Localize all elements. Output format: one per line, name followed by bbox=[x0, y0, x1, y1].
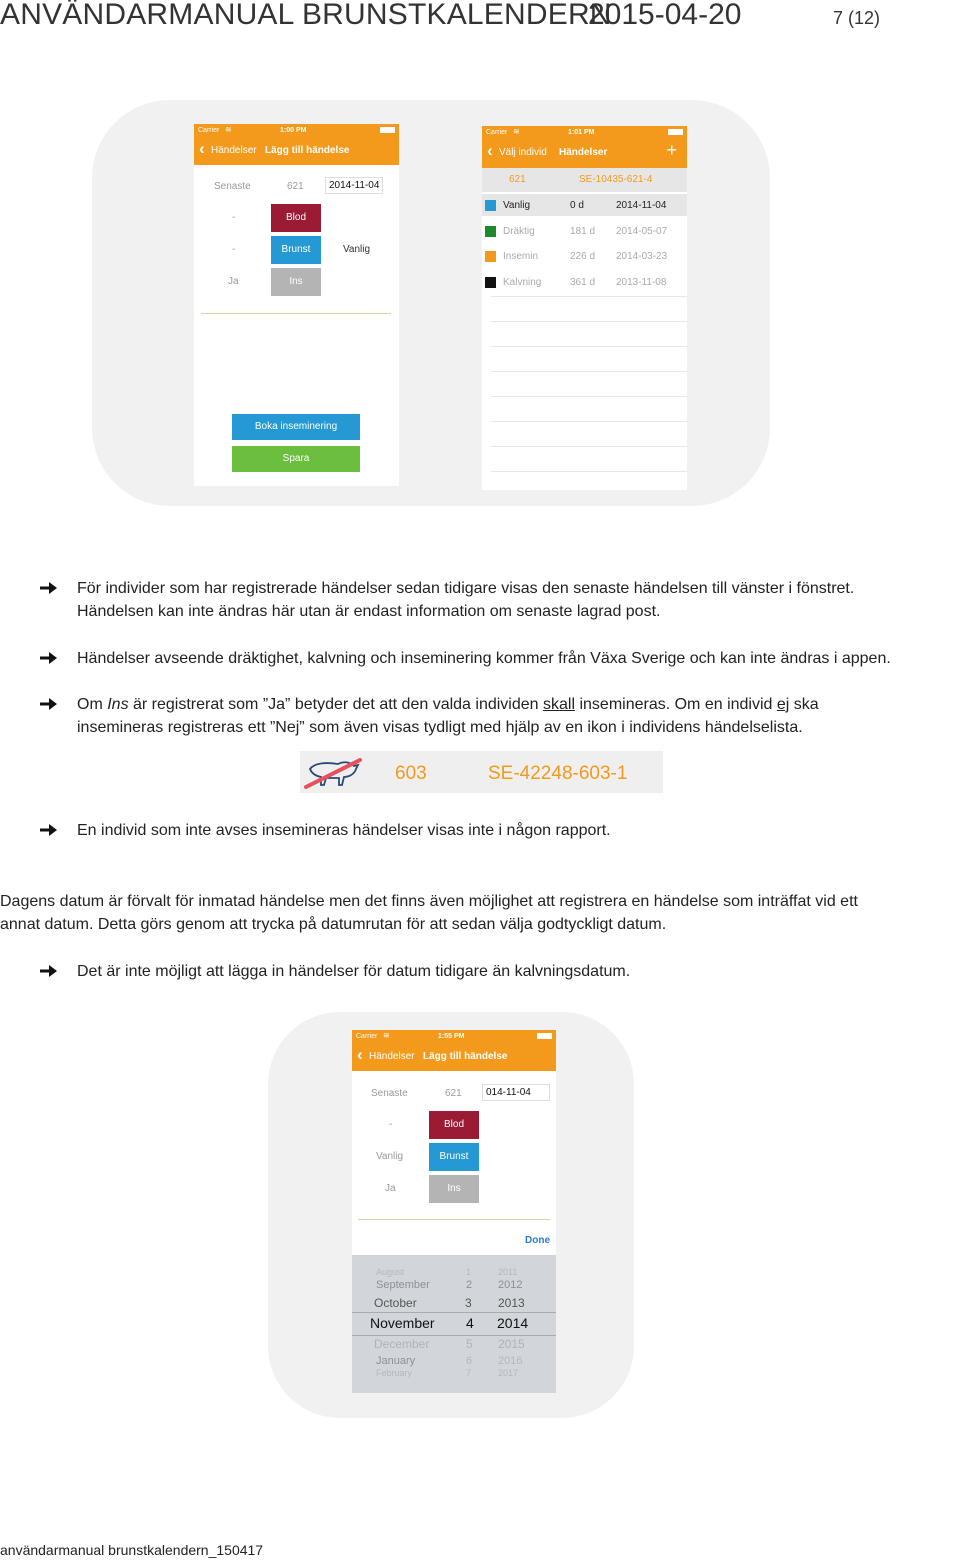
date-field[interactable]: 014-11-04 bbox=[482, 1084, 550, 1101]
list-divider bbox=[491, 296, 687, 297]
list-divider bbox=[491, 421, 687, 422]
event-date: 2014-05-07 bbox=[616, 226, 668, 237]
event-row[interactable] bbox=[482, 245, 687, 267]
blod-button[interactable]: Blod bbox=[429, 1111, 479, 1139]
no-insemination-example bbox=[300, 751, 663, 793]
save-button[interactable]: Spara bbox=[232, 446, 360, 472]
nav-title: Lägg till händelse bbox=[265, 145, 350, 156]
text-run: Om bbox=[77, 696, 108, 713]
status-carrier: Carrier bbox=[356, 1033, 378, 1040]
event-days: 0 d bbox=[570, 200, 584, 211]
add-icon[interactable]: + bbox=[666, 140, 677, 160]
picker-selection-line bbox=[352, 1312, 556, 1313]
list-divider bbox=[491, 321, 687, 322]
ins-last-value: Ja bbox=[228, 276, 239, 287]
page-footer: användarmanual brunstkalendern_150417 bbox=[0, 1542, 264, 1558]
bullet-text-1-line-1: För individer som har registrerade händelser sedan tidigare visas den senaste händelsen till vänster i fönstret. bbox=[77, 580, 855, 597]
senaste-label: Senaste bbox=[214, 181, 251, 192]
event-color-marker bbox=[485, 251, 496, 262]
date-field[interactable]: 2014-11-04 bbox=[325, 177, 383, 194]
bullet-text-4: En individ som inte avses insemineras händelser visas inte i någon rapport. bbox=[77, 822, 611, 839]
individual-number: 603 bbox=[395, 763, 427, 784]
event-type: Insemin bbox=[503, 251, 539, 262]
list-divider bbox=[491, 346, 687, 347]
individual-id: SE-42248-603-1 bbox=[488, 763, 628, 784]
back-button[interactable]: Välj individ bbox=[499, 147, 547, 158]
wifi-icon: ≋ bbox=[225, 125, 232, 134]
arrow-bullet-icon bbox=[40, 698, 57, 710]
text-run: ska bbox=[789, 696, 819, 713]
divider bbox=[201, 313, 391, 314]
event-color-marker bbox=[485, 226, 496, 237]
picker-month: December bbox=[374, 1337, 430, 1351]
picker-year: 2017 bbox=[498, 1368, 519, 1378]
arrow-bullet-icon bbox=[40, 965, 57, 977]
back-button[interactable]: Händelser bbox=[369, 1051, 415, 1062]
bullet-text-3-line-1 bbox=[77, 693, 819, 716]
individual-number: 621 bbox=[287, 181, 304, 192]
phone-screen-add-event bbox=[194, 124, 399, 486]
picker-toolbar bbox=[352, 1229, 556, 1253]
wifi-icon: ≋ bbox=[383, 1031, 390, 1040]
chevron-left-icon[interactable]: ‹ bbox=[487, 141, 493, 160]
picker-day: 1 bbox=[466, 1267, 472, 1277]
individual-number: 621 bbox=[509, 174, 526, 185]
emphasis-ins: Ins bbox=[107, 696, 129, 713]
picker-day: 2 bbox=[466, 1279, 473, 1291]
book-insemination-button[interactable]: Boka inseminering bbox=[232, 414, 360, 440]
list-divider bbox=[491, 471, 687, 472]
picker-month: August bbox=[376, 1267, 405, 1277]
page-number: 7 (12) bbox=[833, 8, 881, 28]
wifi-icon: ≋ bbox=[513, 127, 520, 136]
picker-month: January bbox=[376, 1355, 416, 1367]
divider bbox=[358, 1219, 550, 1220]
event-row[interactable] bbox=[482, 271, 687, 293]
senaste-label: Senaste bbox=[371, 1088, 408, 1099]
ins-button[interactable]: Ins bbox=[429, 1175, 479, 1203]
picker-year: 2012 bbox=[498, 1279, 523, 1291]
date-picker[interactable] bbox=[352, 1255, 556, 1393]
event-type: Kalvning bbox=[503, 277, 542, 288]
event-row[interactable] bbox=[482, 220, 687, 242]
brunst-last-value: - bbox=[232, 244, 236, 255]
event-row[interactable] bbox=[482, 194, 687, 216]
nav-title: Händelser bbox=[559, 147, 608, 158]
picker-selection-line bbox=[352, 1335, 556, 1336]
list-divider bbox=[491, 446, 687, 447]
nav-bar bbox=[352, 1030, 556, 1071]
picker-day: 7 bbox=[466, 1368, 472, 1378]
blod-button[interactable]: Blod bbox=[271, 204, 321, 232]
picker-year: 2011 bbox=[498, 1267, 518, 1277]
bullet-text-1-line-2: Händelsen kan inte ändras här utan är endast information om senaste lagrad post. bbox=[77, 603, 661, 620]
nav-bar bbox=[194, 124, 399, 165]
individual-id: SE-10435-621-4 bbox=[579, 174, 653, 185]
battery-icon bbox=[668, 129, 683, 135]
picker-year: 2015 bbox=[498, 1337, 525, 1351]
picker-day: 6 bbox=[466, 1355, 473, 1367]
done-button[interactable]: Done bbox=[525, 1235, 550, 1246]
list-divider bbox=[491, 396, 687, 397]
underline-skall: skall bbox=[543, 696, 576, 713]
brunst-button[interactable]: Brunst bbox=[429, 1143, 479, 1171]
blod-last-value: - bbox=[232, 212, 236, 223]
brunst-button[interactable]: Brunst bbox=[271, 236, 321, 264]
event-days: 181 d bbox=[570, 226, 596, 237]
list-divider bbox=[491, 371, 687, 372]
phone-screen-events-list bbox=[482, 126, 687, 490]
event-days: 226 d bbox=[570, 251, 596, 262]
event-type: Dräktig bbox=[503, 226, 535, 237]
text-run: är registrerat som ”Ja” betyder det att den valda individen bbox=[128, 696, 543, 713]
paragraph-line-1: Dagens datum är förvalt för inmatad händelse men det finns även möjlighet att registrera en händelse som inträffat vid ett bbox=[0, 893, 858, 910]
picker-day: 4 bbox=[466, 1315, 474, 1331]
chevron-left-icon[interactable]: ‹ bbox=[199, 139, 205, 158]
event-color-marker bbox=[485, 200, 496, 211]
blod-last-value: - bbox=[389, 1119, 393, 1130]
arrow-bullet-icon bbox=[40, 582, 57, 594]
phone-screen-date-picker bbox=[352, 1030, 556, 1393]
nav-bar bbox=[482, 126, 687, 168]
document-title: ANVÄNDARMANUAL BRUNSTKALENDERN bbox=[0, 0, 612, 31]
brunst-type-value[interactable]: Vanlig bbox=[343, 244, 371, 255]
picker-month: October bbox=[374, 1296, 417, 1310]
battery-icon bbox=[537, 1033, 552, 1039]
chevron-left-icon[interactable]: ‹ bbox=[357, 1045, 363, 1064]
ins-button[interactable]: Ins bbox=[271, 268, 321, 296]
ins-last-value: Ja bbox=[385, 1183, 396, 1194]
picker-month: September bbox=[376, 1279, 430, 1291]
back-button[interactable]: Händelser bbox=[211, 145, 257, 156]
bullet-text-3-line-2: insemineras registreras ett ”Nej” som även visas tydligt med hjälp av en ikon i individens händelselista. bbox=[77, 719, 803, 736]
nav-title: Lägg till händelse bbox=[423, 1051, 508, 1062]
picker-day: 3 bbox=[465, 1296, 472, 1310]
event-date: 2014-11-04 bbox=[616, 200, 667, 211]
paragraph-line-2: annat datum. Detta görs genom att trycka på datumrutan för att sedan välja godtyckligt datum. bbox=[0, 916, 667, 933]
picker-year: 2016 bbox=[498, 1355, 523, 1367]
event-date: 2014-03-23 bbox=[616, 251, 668, 262]
bullet-text-2: Händelser avseende dräktighet, kalvning och inseminering kommer från Växa Sverige och kan inte ändras i appen. bbox=[77, 650, 891, 667]
status-carrier: Carrier bbox=[486, 129, 508, 136]
individual-number: 621 bbox=[445, 1088, 462, 1099]
bullet-text-5: Det är inte möjligt att lägga in händelser för datum tidigare än kalvningsdatum. bbox=[77, 963, 631, 980]
no-insemination-bull-icon bbox=[304, 757, 364, 789]
event-days: 361 d bbox=[570, 277, 596, 288]
picker-month: February bbox=[376, 1368, 413, 1378]
event-date: 2013-11-08 bbox=[616, 277, 667, 288]
event-type: Vanlig bbox=[503, 200, 531, 211]
status-time: 1:01 PM bbox=[568, 129, 595, 136]
event-color-marker bbox=[485, 277, 496, 288]
individual-header bbox=[482, 168, 687, 192]
status-carrier: Carrier bbox=[198, 127, 220, 134]
document-date: 2015-04-20 bbox=[588, 0, 742, 31]
status-time: 1:55 PM bbox=[438, 1033, 465, 1040]
picker-year: 2014 bbox=[497, 1315, 529, 1331]
brunst-last-value: Vanlig bbox=[376, 1151, 404, 1162]
picker-day: 5 bbox=[466, 1337, 473, 1351]
arrow-bullet-icon bbox=[40, 824, 57, 836]
battery-icon bbox=[380, 127, 395, 133]
status-time: 1:00 PM bbox=[280, 127, 307, 134]
arrow-bullet-icon bbox=[40, 652, 57, 664]
text-run: insemineras. Om en individ bbox=[575, 696, 777, 713]
picker-month: November bbox=[370, 1315, 435, 1331]
picker-year: 2013 bbox=[498, 1296, 525, 1310]
underline-ej: ej bbox=[776, 696, 790, 713]
